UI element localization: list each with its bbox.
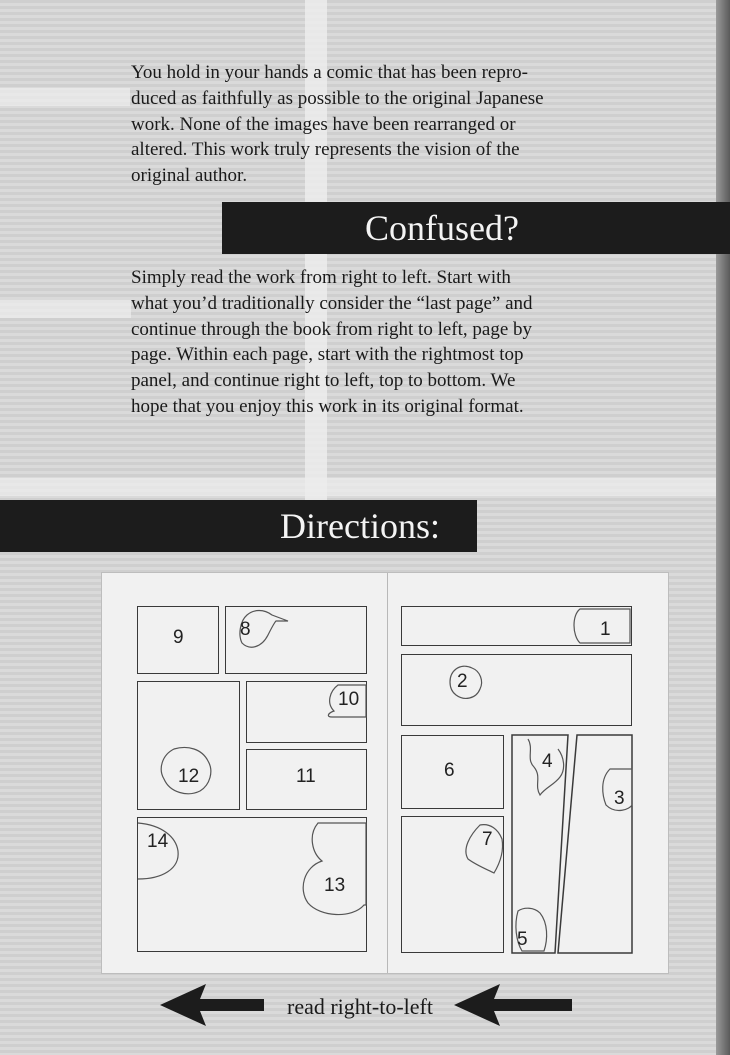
- confused-heading-banner: [222, 202, 730, 254]
- panel-3-shape: [558, 735, 632, 953]
- panel-number-10: 10: [338, 689, 360, 710]
- panel-number-4: 4: [542, 751, 553, 772]
- speech-bubble-13: [303, 823, 366, 915]
- read-direction-caption: read right-to-left: [287, 994, 433, 1019]
- panel-number-2: 2: [457, 671, 468, 692]
- panel-number-6: 6: [444, 760, 455, 781]
- confused-heading: Confused?: [365, 208, 519, 248]
- background-band: [0, 478, 730, 496]
- page-spine-shadow: [716, 0, 730, 1055]
- panel-number-3: 3: [614, 788, 625, 809]
- panel-number-9: 9: [173, 627, 184, 648]
- panel-number-7: 7: [482, 829, 493, 850]
- left-arrow-icon: [160, 982, 266, 1028]
- panel-4-5-shape: [512, 735, 568, 953]
- left-arrow-icon: [454, 982, 574, 1028]
- panel-number-13: 13: [324, 875, 346, 896]
- reading-order-diagram: [101, 572, 669, 974]
- panel-number-12: 12: [178, 766, 200, 787]
- panel-number-11: 11: [296, 766, 316, 787]
- background-band: [0, 300, 131, 318]
- panel-number-5: 5: [517, 929, 528, 950]
- background-band: [0, 88, 130, 106]
- directions-heading: Directions:: [280, 506, 440, 546]
- confused-paragraph: Simply read the work from right to left. Start with what you’d traditionally consider the “last page” and continue through the book from right to left, page by page. Within each page, start with the rightmost top panel, and continue right to left, top to bottom. We hope that you enjoy this work in its original format.: [131, 267, 533, 417]
- panel-number-14: 14: [147, 831, 169, 852]
- panel-number-1: 1: [600, 619, 611, 640]
- intro-paragraph: You hold in your hands a comic that has been repro- duced as faithfully as possible to the original Japanese work. None of the images have been rearranged or altered. This work truly represents the vision of the original author.: [131, 62, 544, 187]
- directions-heading-banner: [0, 500, 477, 552]
- panel-number-8: 8: [240, 619, 251, 640]
